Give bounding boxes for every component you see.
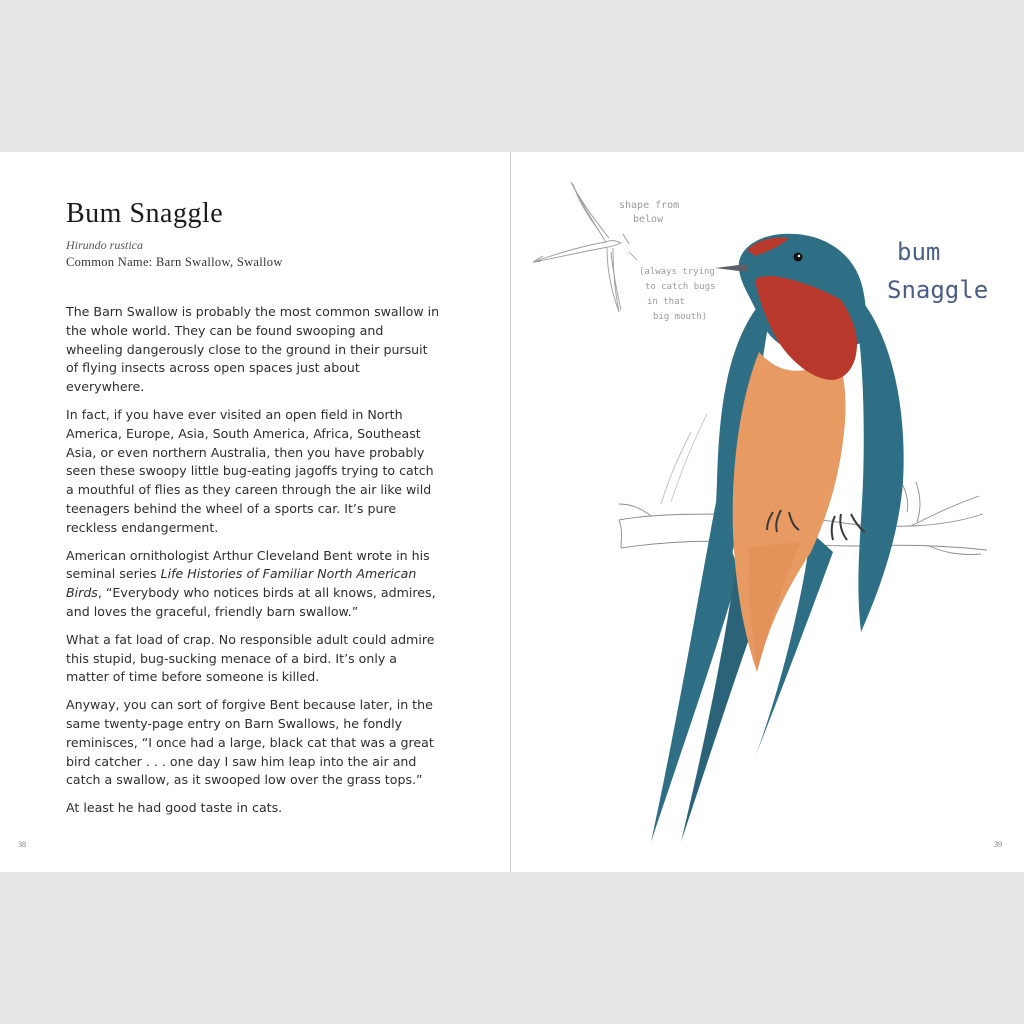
barn-swallow-illustration	[511, 152, 1024, 872]
note-shape-line-2: below	[633, 214, 664, 225]
handwritten-title-line-1: bum	[897, 238, 941, 266]
paragraph-3-text-b: , “Everybody who notices birds at all knows, admires, and loves the graceful, friendly barn swallow.”	[66, 585, 436, 619]
note-arrow	[629, 252, 637, 260]
latin-name: Hirundo rustica	[66, 238, 144, 252]
book-spread	[0, 152, 1024, 872]
paragraph-6: At least he had good taste in cats.	[66, 800, 283, 816]
eye-highlight	[798, 255, 800, 257]
handwritten-title-line-2: Snaggle	[887, 276, 989, 304]
body-text	[66, 303, 442, 827]
note-shape-line-1: shape from	[619, 200, 680, 211]
note-bugs-line-4: big mouth)	[653, 312, 708, 322]
sketch-swallow-below	[533, 182, 629, 312]
page-number-right: 39	[994, 840, 1002, 849]
note-bugs-line-2: to catch bugs	[645, 282, 716, 292]
left-page	[0, 152, 510, 872]
note-bugs-line-1: (always trying	[639, 267, 715, 277]
paragraph-5: Anyway, you can sort of forgive Bent because later, in the same twenty-page entry on Barn Swallows, he fondly reminisces, “I once had a large, black cat that was a great bird catcher . . . one day I saw him leap into the air and catch a swallow, as it swooped low over the grass tops.”	[66, 697, 434, 788]
paragraph-2: In fact, if you have ever visited an open field in North America, Europe, Asia, South America, Africa, Southeast Asia, or even northern Australia, then you have probably seen these swoopy little bug-eating jagoffs trying to catch a mouthful of flies as they careen through the air like wild teenagers behind the wheel of a sports car. It’s pure reckless endangerment.	[66, 406, 434, 535]
paragraph-3-text-a: American ornithologist Arthur Cleveland Bent wrote in his seminal series	[66, 547, 430, 582]
page-number-left: 38	[18, 840, 26, 849]
book-title: Life Histories of Familiar North American Birds	[66, 566, 417, 601]
paragraph-3	[66, 547, 442, 622]
note-bugs-line-3: in that	[647, 297, 685, 307]
page-title: Bum Snaggle	[66, 198, 224, 229]
sketch-note-shape	[619, 200, 679, 225]
right-page	[511, 152, 1024, 872]
swallow-eye	[794, 253, 803, 262]
handwritten-title	[887, 238, 988, 304]
swallow-beak	[715, 264, 747, 272]
paragraph-1: The Barn Swallow is probably the most common swallow in the whole world. They can be found swooping and wheeling dangerously close to the ground in their pursuit of flying insects across open spaces just about everywhere.	[66, 304, 440, 395]
common-name: Common Name: Barn Swallow, Swallow	[66, 255, 283, 269]
sketch-note-bugs	[639, 267, 715, 322]
paragraph-4: What a fat load of crap. No responsible adult could admire this stupid, bug-sucking menace of a bird. It’s only a matter of time before someone is killed.	[66, 631, 435, 685]
